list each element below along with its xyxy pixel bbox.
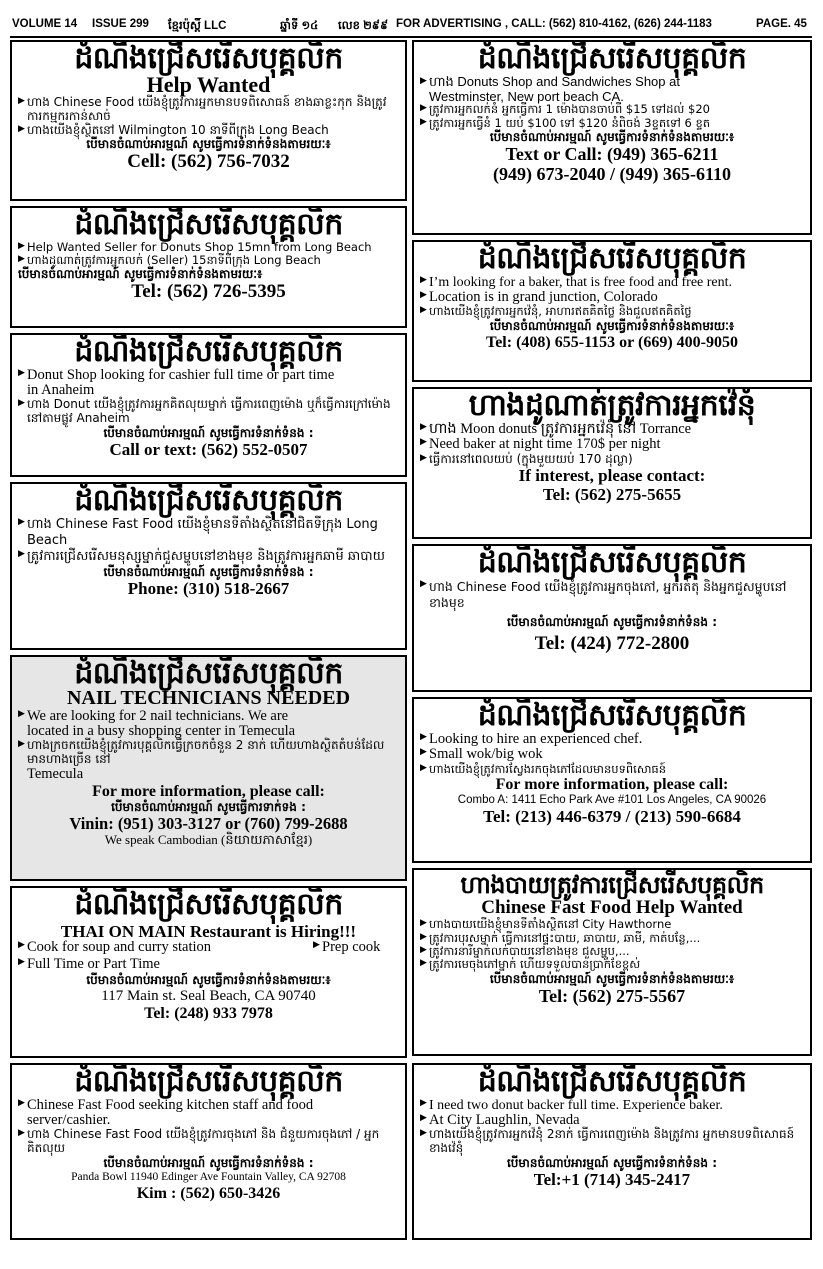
ad-donut-seller <box>10 206 407 328</box>
bullet-arrow-icon: ▶ <box>420 436 427 447</box>
ad-subheadline: Help Wanted <box>146 71 271 97</box>
ad-line: ▶ ហាងដូណាត់ត្រូវការអ្នកលក់ (Seller) 15នាទីពីក្រុង Long Beach <box>18 252 321 267</box>
ad-line: ▶ I’m looking for a baker, that is free food and free rent. <box>420 273 733 290</box>
ad-line: ▶ ហាងយើងខ្ញុំស្ថិតនៅ Wilmington 10 នាទីពីក្រុង Long Beach <box>18 122 329 137</box>
ad-line-cont: Westminster, New port beach CA. <box>429 88 624 104</box>
ad-line: ▶ Donut Shop looking for cashier full time or part time <box>18 366 335 383</box>
ad-line: ▶ ហាង Chinese Food យើងខ្ញុំត្រូវការអ្នកចុងភៅ, អ្នករត់តុ និងអ្នកជួសម្ហូបនៅខាងមុខ <box>420 578 787 610</box>
ad-headline: ដំណឹងជ្រើសរើសបុគ្គលិក <box>477 241 747 276</box>
ad-line: ▶ ហាងយើងខ្ញុំត្រូវការអ្នកវ៉េន៉ំ 2នាក់ ធ្វើការពេញម៉ោង និងត្រូវការ អ្នកមានបទពិសោធន៍ខាងវ៉េន៉ំ <box>420 1127 795 1156</box>
ad-headline: ដំណឹងជ្រើសរើសបុគ្គលិក <box>477 545 747 580</box>
ad-phone: Kim : (562) 650-3426 <box>136 1185 281 1203</box>
ad-phone: Vinin: (951) 303-3127 or (760) 799-2688 <box>69 814 348 834</box>
ad-phone: Tel: (424) 772-2800 <box>534 633 690 655</box>
ad-line: ▶ ហាងបាយយើងខ្ញុំមានទីតាំងស្ថិតនៅ City Hawthorne <box>420 917 672 932</box>
bullet-arrow-icon: ▶ <box>420 103 427 114</box>
bullet-arrow-icon: ▶ <box>420 288 427 299</box>
ad-headline: ដំណឹងជ្រើសរើសបុគ្គលិក <box>477 41 747 76</box>
ad-line: ▶ ហាង Chinese Food យើងខ្ញុំត្រូវការអ្នកមានបទពិសោធន៍ ខាងឆាខ្លះកុក និងត្រូវការកម្មករកាន់សាច់ <box>18 94 387 123</box>
ad-headline: ដំណឹងជ្រើសរើសបុគ្គលិក <box>477 1064 747 1099</box>
ad-line: ▶ ហាង Donuts Shop and Sandwiches Shop at <box>420 73 680 89</box>
ad-contact-kh: បើមានចំណាប់អារម្មណ៍ សូមធ្វើការទំនាក់ទំនងតាមរយៈ៖ <box>18 267 263 282</box>
bullet-arrow-icon: ▶ <box>18 707 25 718</box>
bullet-arrow-icon: ▶ <box>420 273 427 284</box>
ad-line-cont: located in a busy shopping center in Temecula <box>27 723 296 740</box>
ad-address: 117 Main st. Seal Beach, CA 90740 <box>101 988 316 1005</box>
ad-line: ▶ ហាង Chinese Fast Food យើងខ្ញុំត្រូវការចុងភៅ និង ជំនួយការចុងភៅ / អ្នកគិតលុយ <box>18 1127 380 1156</box>
ad-language-note: We speak Cambodian (និយាយភាសាខ្មែរ) <box>104 832 313 848</box>
ad-headline: ដំណឹងជ្រើសរើសបុគ្គលិក <box>74 483 343 518</box>
ad-more-info: For more information, please call: <box>495 776 729 794</box>
volume-label: VOLUME 14 <box>12 18 78 30</box>
ad-contact-kh: បើមានចំណាប់អារម្មណ៍ សូមធ្វើការទំនាក់ទំនង : <box>103 565 314 580</box>
bullet-arrow-icon: ▶ <box>18 739 25 750</box>
ad-chinese-fast-food-long-beach <box>10 482 407 650</box>
ad-combo-a-chef <box>412 697 812 863</box>
ad-line: ▶ ត្រូវការមេចុងភៅម្នាក់ ហើយទទួលបានប្រាក់ខែខ្ពស់ <box>420 957 641 972</box>
ad-subheadline: Chinese Fast Food Help Wanted <box>481 897 743 919</box>
ad-panda-bowl <box>10 1063 407 1240</box>
ad-contact-kh: បើមានចំណាប់អារម្មណ៍ សូមធ្វើការទំនាក់ទំនង : <box>506 615 718 630</box>
ad-line: ▶ ហាង Chinese Fast Food យើងខ្ញុំមានទីតាំងស្ថិតនៅជិតទីក្រុង Long Beach <box>18 516 378 548</box>
ad-phone: Tel: (562) 275-5655 <box>542 484 682 504</box>
ad-line: ▶ Chinese Fast Food seeking kitchen staff and food <box>18 1096 314 1113</box>
bullet-arrow-icon: ▶ <box>18 516 25 527</box>
bullet-arrow-icon: ▶ <box>420 1128 427 1139</box>
bullet-arrow-icon: ▶ <box>420 958 427 969</box>
ad-line: ▶ ហាង Donut យើងខ្ញុំត្រូវការអ្នកគិតលុយម្នាក់ ធ្វើការពេញម៉ោង ឬក៏ធ្វើការក្រៅម៉ោង នៅតាមផ្លូវ Anaheim <box>18 397 391 426</box>
ad-line: ▶ ត្រូវការអ្នកធ្វើនំ 1 យប់ $100 ទៅ $120 នំពិចង់ 3ខ្ទតទៅ 6 ខ្ទត <box>420 115 711 130</box>
ad-subheadline: NAIL TECHNICIANS NEEDED <box>66 686 351 709</box>
bullet-arrow-icon: ▶ <box>420 730 427 741</box>
bullet-arrow-icon: ▶ <box>420 1096 427 1107</box>
ad-donut-baker-laughlin <box>412 1063 812 1240</box>
bullet-arrow-icon: ▶ <box>18 95 25 106</box>
ad-chinese-food-cook-waiter <box>412 544 812 692</box>
year-label: ឆ្នាំទី ១៤ <box>280 20 319 32</box>
ad-nail-technicians <box>10 655 407 881</box>
ad-phone: Tel: (562) 275-5567 <box>538 985 686 1006</box>
ad-phone: Tel:+1 (714) 345-2417 <box>533 1170 691 1190</box>
bullet-arrow-icon: ▶ <box>420 305 427 316</box>
ad-donut-cashier-anaheim <box>10 333 407 477</box>
ad-contact-kh: បើមានចំណាប់អារម្មណ៍ សូមធ្វើការទំនាក់ទំនង : <box>103 426 314 441</box>
bullet-arrow-icon: ▶ <box>420 918 427 929</box>
ad-headline: ដំណឹងជ្រើសរើសបុគ្គលិក <box>74 207 343 242</box>
ad-phone: (949) 673-2040 / (949) 365-6110 <box>493 163 731 184</box>
header-rule <box>10 36 812 38</box>
ad-address: Panda Bowl 11940 Edinger Ave Fountain Valley, CA 92708 <box>71 1171 346 1184</box>
bullet-arrow-icon: ▶ <box>18 253 25 264</box>
bullet-arrow-icon: ▶ <box>18 366 25 377</box>
bullet-arrow-icon: ▶ <box>420 420 427 431</box>
ad-line-cont: Temecula <box>27 766 84 783</box>
ad-hawthorne-fast-food <box>412 868 812 1056</box>
ad-line: ▶ Help Wanted Seller for Donuts Shop 15mn from Long Beach <box>18 239 372 254</box>
bullet-arrow-icon: ▶ <box>18 123 25 134</box>
bullet-arrow-icon: ▶ <box>18 1128 25 1139</box>
ad-phone: Tel: (213) 446-6379 / (213) 590-6684 <box>483 806 741 826</box>
ad-headline: ដំណឹងជ្រើសរើសបុគ្គលិក <box>74 656 343 691</box>
bullet-arrow-icon: ▶ <box>18 1096 25 1107</box>
ad-line: ▶ Small wok/big wok <box>420 746 543 763</box>
ad-interest: If interest, please contact: <box>518 465 706 485</box>
ad-phone: Call or text: (562) 552-0507 <box>109 440 308 460</box>
ad-line: ▶ ហាងយើងខ្ញុំត្រូវការស្វែងរកចុងភៅដែលមានបទពិសោធន៍ <box>420 761 667 776</box>
ad-headline: ហាងដូណាត់ត្រូវការអ្នកវ៉េន៉ំ <box>468 388 756 423</box>
ad-headline: ដំណឹងជ្រើសរើសបុគ្គលិក <box>74 41 343 76</box>
ad-line: ▶ Looking to hire an experienced chef. <box>420 730 643 747</box>
ad-line: ▶ ហាង Moon donuts ត្រូវការអ្នកវ៉េន៉ំ នៅ Torrance <box>420 420 692 437</box>
advertising-contact: FOR ADVERTISING , CALL: (562) 810-4162, (626) 244-1183 <box>396 18 712 30</box>
ad-line: ▶ I need two donut backer full time. Experience baker. <box>420 1096 723 1113</box>
bullet-arrow-icon: ▶ <box>18 956 25 967</box>
issue-label: ISSUE 299 <box>92 18 149 30</box>
bullet-arrow-icon: ▶ <box>18 398 25 409</box>
ad-line: ▶ At City Laughlin, Nevada <box>420 1111 580 1128</box>
ad-text-call: Text or Call: (949) 365-6211 <box>505 143 719 164</box>
bullet-arrow-icon: ▶ <box>420 578 427 589</box>
ad-line: ▶ ធ្វើការនៅពេលយប់ (ក្នុងមួយយប់ 170 ដុល្លា) <box>420 451 633 466</box>
issue-number-kh: លេខ ២៩៩ <box>338 20 389 32</box>
ad-line-cont: server/cashier. <box>27 1112 111 1129</box>
ad-moon-donuts-torrance <box>412 387 812 539</box>
bullet-arrow-icon: ▶ <box>420 1111 427 1122</box>
bullet-arrow-icon: ▶ <box>18 939 25 950</box>
ad-line: ▶ Full Time or Part Time <box>18 956 160 973</box>
ad-phone: Tel: (408) 655-1153 or (669) 400-9050 <box>486 333 738 351</box>
bullet-arrow-icon: ▶ <box>420 74 427 85</box>
ad-thai-on-main <box>10 886 407 1058</box>
ad-line: ▶ Location is in grand junction, Colorado <box>420 288 658 305</box>
bullet-arrow-icon: ▶ <box>420 116 427 127</box>
publisher-brand: ខ្មែរប៉ុស្តិ៍ LLC <box>168 20 227 32</box>
ad-headline: ដំណឹងជ្រើសរើសបុគ្គលិក <box>74 1064 343 1099</box>
page-header <box>12 18 812 34</box>
ad-contact-kh: បើមានចំណាប់អារម្មណ៍ សូមធ្វើការទំនាក់ទំនង : <box>103 1156 314 1171</box>
ad-help-wanted-wilmington <box>10 40 407 201</box>
ad-phone: Tel: (248) 933 7978 <box>144 1004 273 1022</box>
bullet-arrow-icon: ▶ <box>18 240 25 251</box>
ad-phone: Cell: (562) 756-7032 <box>127 151 290 173</box>
ad-line: ▶ Cook for soup and curry station <box>18 939 212 956</box>
ad-headline: ហាងបាយត្រូវការជ្រើសរើសបុគ្គលិក <box>460 870 764 899</box>
ad-more-info: For more information, please call: <box>92 782 325 800</box>
ad-line-row <box>18 940 399 957</box>
ad-line: ▶ Need baker at night time 170$ per night <box>420 436 661 453</box>
ad-line: ▶ We are looking for 2 nail technicians. We are <box>18 707 289 724</box>
ad-line: ▶ ត្រូវការបុរសម្នាក់ ធ្វើការនៅផ្ទះបាយ, ឆាបាយ, ឆាមី, កាត់បន្លែ,... <box>420 930 701 945</box>
bullet-arrow-icon: ▶ <box>420 945 427 956</box>
ad-contact-kh: បើមានចំណាប់អារម្មណ៍ សូមធ្វើការទំនាក់ទំនងតាមរយៈ៖ <box>86 137 331 152</box>
ad-line: ▶ Prep cook <box>313 939 381 956</box>
bullet-arrow-icon: ▶ <box>420 762 427 773</box>
ad-line: ▶ ត្រូវការជ្រើសរើសមនុស្សម្នាក់ជួសម្ហូបនៅខាងមុខ និងត្រូវការអ្នកឆាមី ឆាបាយ <box>18 549 385 565</box>
ad-subheadline: THAI ON MAIN Restaurant is Hiring!!! <box>60 921 357 941</box>
ad-donuts-sandwiches-westminster <box>412 40 812 235</box>
ad-line: ▶ ត្រូវការនារីម្នាក់លក់បាយនៅខាងមុខ ជួសម្ហូប,... <box>420 944 630 959</box>
ad-contact-kh: បើមានចំណាប់អារម្មណ៍ សូមធ្វើការទំនាក់ទំនងតាមរយៈ៖ <box>489 971 735 986</box>
ad-line: ▶ ត្រូវការអ្នកលក់នំ អ្នកធ្វើការ 1 ម៉ោងបានចាប់ពី $15 ទៅដល់ $20 <box>420 102 710 117</box>
ad-line-cont: in Anaheim <box>27 382 95 399</box>
ad-contact-kh: បើមានចំណាប់អារម្មណ៍ សូមធ្វើការទំនាក់ទំនងតាមរយៈ៖ <box>86 973 331 988</box>
ad-headline: ដំណឹងជ្រើសរើសបុគ្គលិក <box>74 334 343 369</box>
ad-contact-kh: បើមានចំណាប់អារម្មណ៍ សូមធ្វើការទំនាក់ទំនងតាមរយៈ៖ <box>489 318 735 333</box>
bullet-arrow-icon: ▶ <box>18 549 25 560</box>
ad-address: Combo A: 1411 Echo Park Ave #101 Los Angeles, CA 90026 <box>457 793 767 806</box>
ad-line: ▶ ហាងក្រចកយើងខ្ញុំត្រូវការបុគ្គលិកធ្វើក្រចកចំនួន 2 នាក់ ហើយហាងស្ថិតតំបន់ដែលមានហាងច្រើន នៅ <box>18 738 385 767</box>
page-number: PAGE. 45 <box>756 18 807 30</box>
ad-phone: Tel: (562) 726-5395 <box>131 281 286 303</box>
ad-contact-kh: បើមានចំណាប់អារម្មណ៍ សូមធ្វើការទាក់ទង : <box>111 800 306 815</box>
ad-baker-colorado <box>412 240 812 382</box>
bullet-arrow-icon: ▶ <box>420 746 427 757</box>
ad-headline: ដំណឹងជ្រើសរើសបុគ្គលិក <box>477 698 747 733</box>
bullet-arrow-icon: ▶ <box>420 931 427 942</box>
ad-line: ▶ ហាងយើងខ្ញុំត្រូវការអ្នកវ៉េន៉ំ, អាហារឥតគិតថ្លៃ និងជួលឥតគិតថ្លៃ <box>420 304 692 319</box>
ad-contact-kh: បើមានចំណាប់អារម្មណ៍ សូមធ្វើការទំនាក់ទំនងតាមរយៈ៖ <box>489 129 735 144</box>
bullet-arrow-icon: ▶ <box>313 939 320 950</box>
bullet-arrow-icon: ▶ <box>420 452 427 463</box>
ad-contact-kh: បើមានចំណាប់អារម្មណ៍ សូមធ្វើការទំនាក់ទំនង : <box>506 1156 718 1171</box>
ad-headline: ដំណឹងជ្រើសរើសបុគ្គលិក <box>74 887 343 922</box>
ad-phone: Phone: (310) 518-2667 <box>127 579 290 599</box>
